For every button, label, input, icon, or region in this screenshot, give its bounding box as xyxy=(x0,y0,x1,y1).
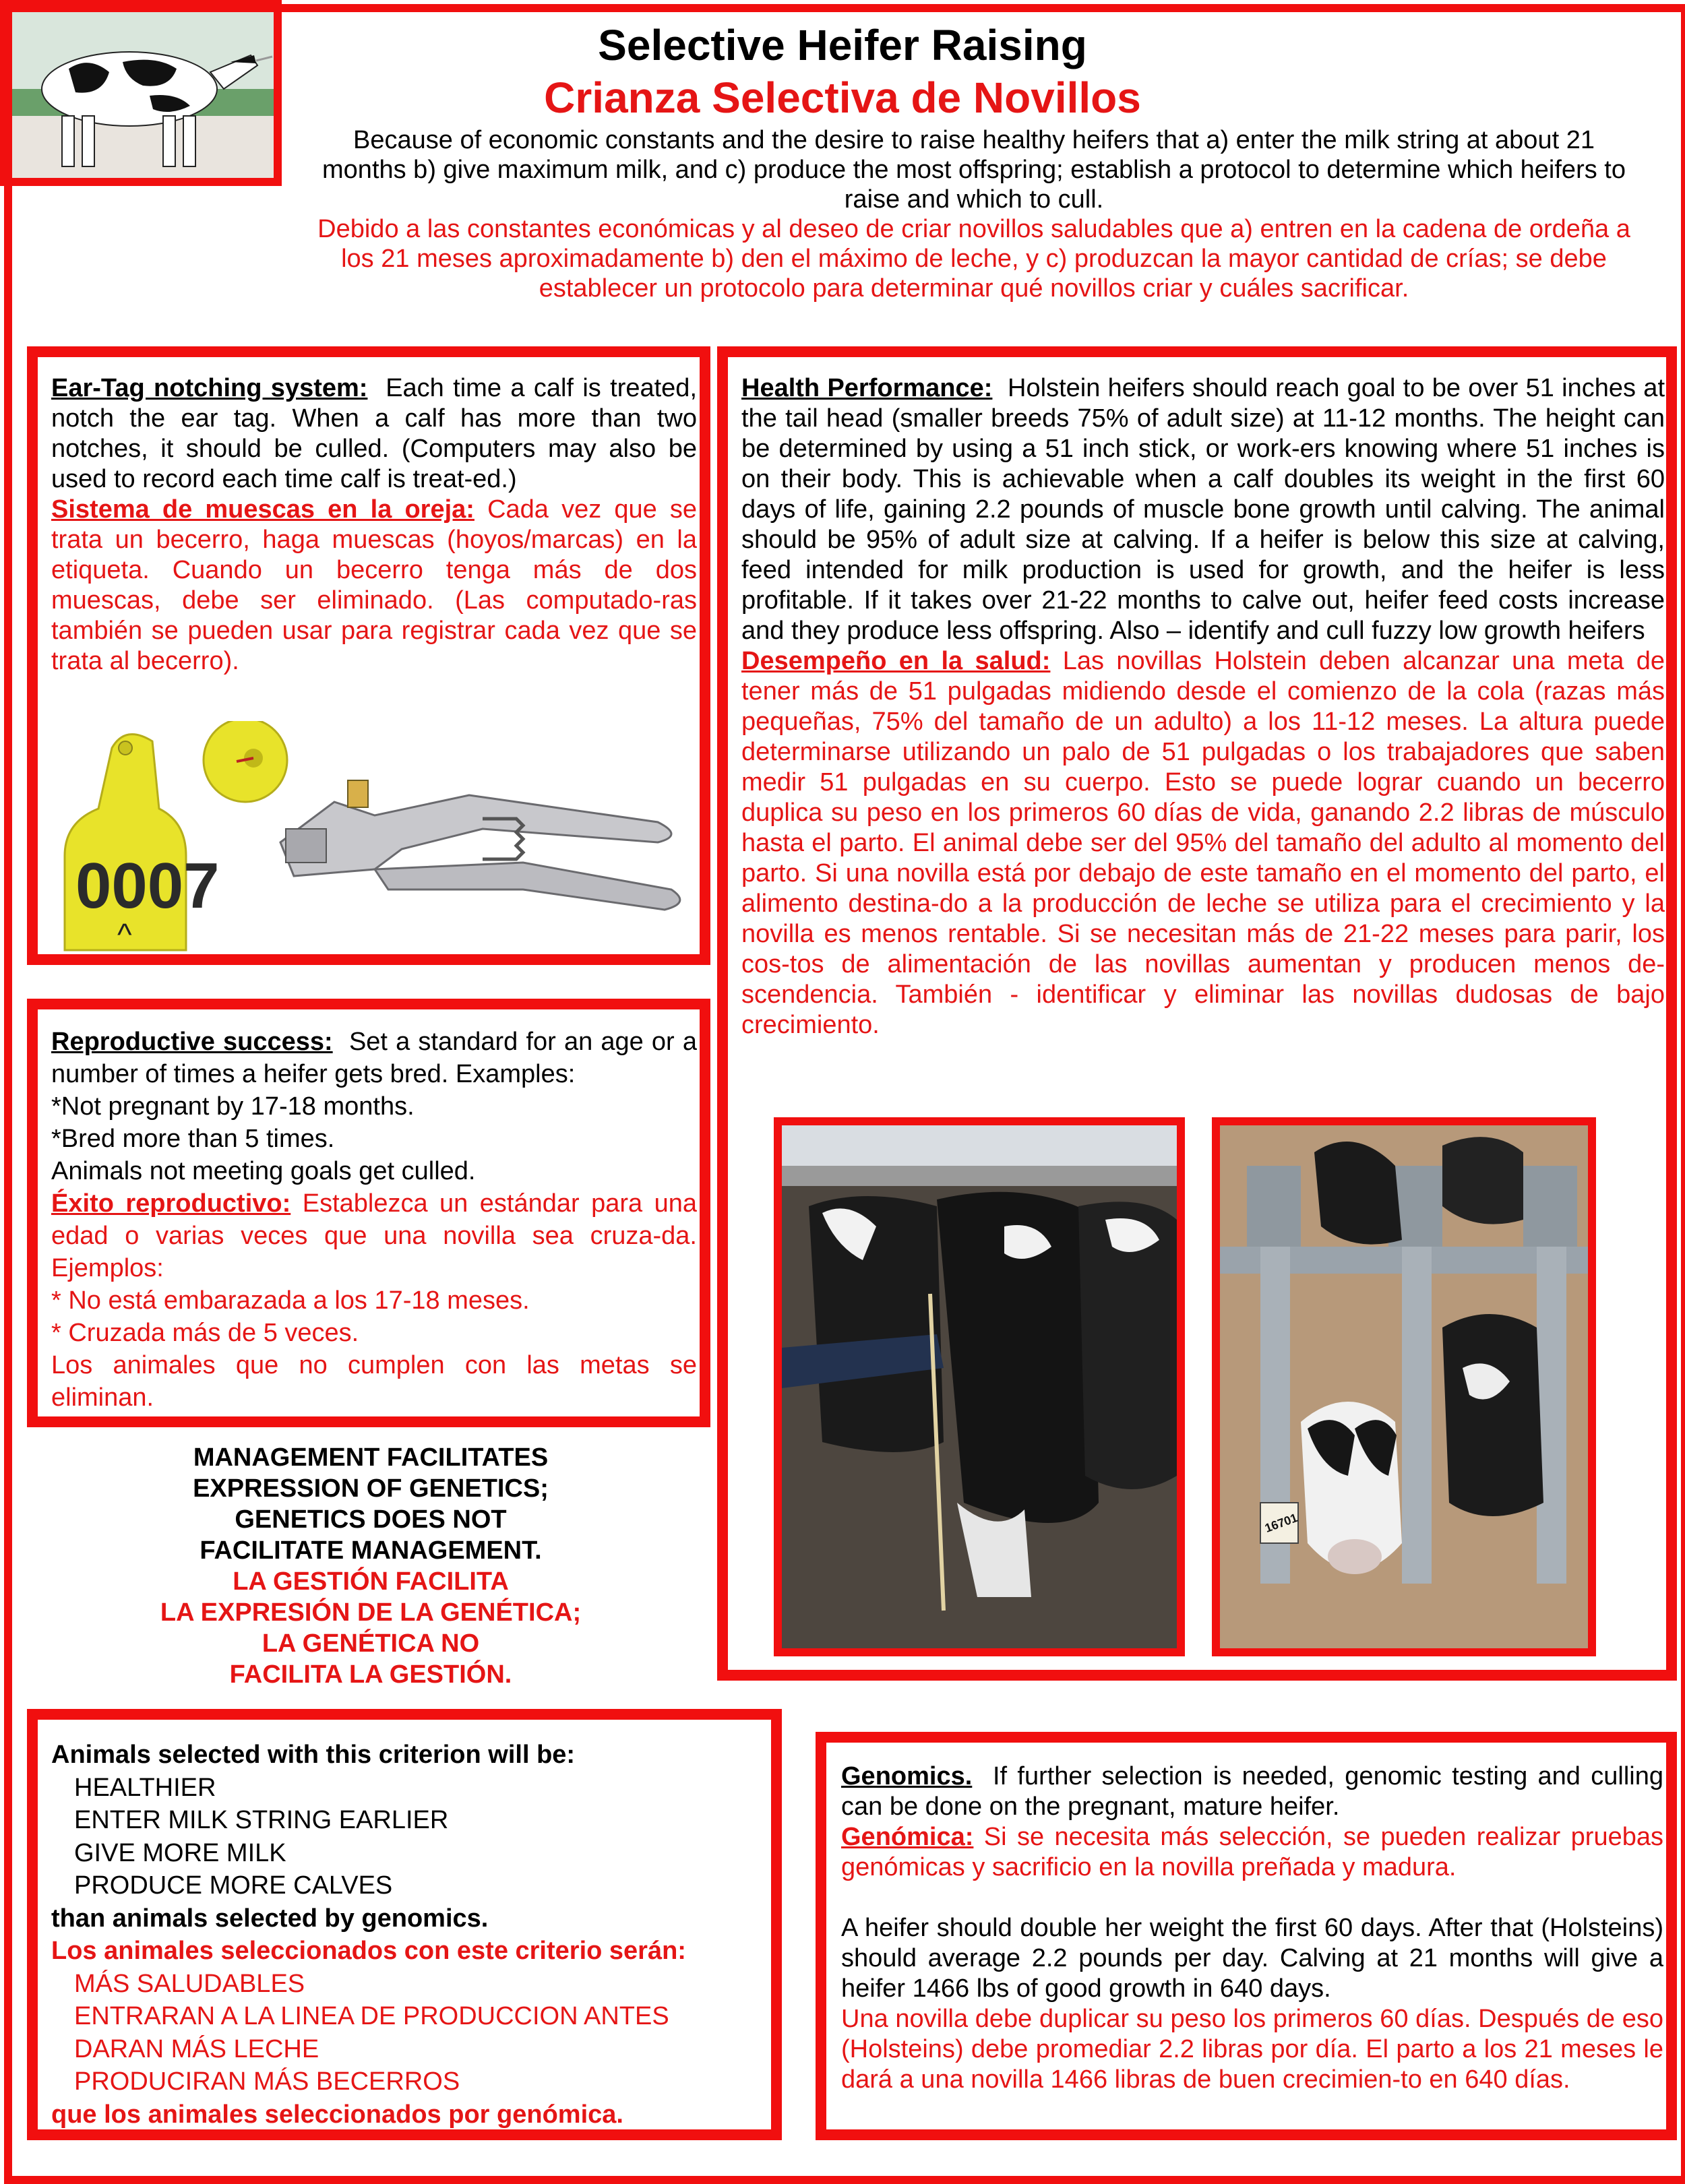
ear-tag-english xyxy=(51,373,697,495)
heifer-tag-number: 16701 xyxy=(1262,1511,1299,1535)
weight-gain-spanish: Una novilla debe duplicar su peso los primeros 60 días. Después de eso (Holsteins) debe promediar 2.2 libras por día. El parto a los 21 meses le dará a una novilla 1466 libras de buen crecimien-to en 640 días. xyxy=(841,2005,1663,2094)
genomics-spanish xyxy=(841,1822,1663,1883)
genomics-body-spanish: Si se necesita más selección, se pueden realizar pruebas genómicas y sacrificio en la novilla preñada y madura. xyxy=(841,1823,1664,1881)
reproductive-intro xyxy=(51,1026,697,1090)
health-heading: Health Performance: xyxy=(741,374,993,402)
genomics-section xyxy=(816,1732,1677,2140)
genomics-heading: Genomics. xyxy=(841,1762,973,1790)
ear-tag-and-notcher-image xyxy=(51,721,698,957)
animals-selected-section xyxy=(27,1709,782,2140)
heifers-in-pen-illustration xyxy=(782,1125,1177,1648)
heifers-headlock-illustration xyxy=(1220,1125,1588,1648)
heifers-in-headlock-photo xyxy=(1212,1117,1596,1656)
health-spanish xyxy=(741,646,1665,1040)
reproductive-outro: Animals not meeting goals get culled. xyxy=(51,1157,476,1185)
genomics-english xyxy=(841,1761,1663,1822)
management-line-2-spanish: LA EXPRESIÓN DE LA GENÉTICA; xyxy=(160,1598,582,1627)
health-heading-spanish: Desempeño en la salud: xyxy=(741,647,1051,675)
animals-item-3: GIVE MORE MILK xyxy=(74,1838,286,1867)
ear-tag-spanish xyxy=(51,495,697,677)
reproductive-example-1-spanish: * No está embarazada a los 17-18 meses. xyxy=(51,1286,530,1315)
reproductive-intro-text-spanish: Establezca un estándar para una edad o varias veces que una novilla sea cruza-da. Ejemplos: xyxy=(51,1189,697,1282)
page-title: Selective Heifer Raising xyxy=(598,21,1087,69)
genomics-body: If further selection is needed, genomic testing and culling can be done on the pregnant, mature heifer. xyxy=(841,1762,1663,1821)
animals-outro-spanish: que los animales seleccionados por genómica. xyxy=(51,2100,623,2129)
management-statement xyxy=(101,1442,640,1690)
health-body-spanish: Las novillas Holstein deben alcanzar una meta de tener más de 51 pulgadas midiendo desde el comienzo de la cola (razas más pequeñas, 75% del tamaño de un adulto) a los 11-12 meses. La altura puede determinarse utilizando un palo de 51 pulgadas o los trabajadores que saben medir 51 pulgadas en su cuerpo. Esto se puede lograr cuando un becerro duplica su peso en los primeros 60 días de vida, ganando 2.2 libras de músculo hasta el parto. El animal debe ser del 95% del tamaño del adulto al momento del parto. Si una novilla está por debajo de este tamaño en el momento del parto, el alimento destina-do a la producción de leche se utiliza para el crecimiento y la novilla es menos rentable. Si se necesitan más de 21-22 meses para parir, los cos-tos de alimentación de las novillas aumentan y producen menos de-scendencia. También - identificar y eliminar las novillas dudosas de bajo crecimiento. xyxy=(741,647,1665,1039)
ear-tag-section xyxy=(27,346,710,965)
reproductive-example-2: *Bred more than 5 times. xyxy=(51,1125,335,1153)
page-title-spanish: Crianza Selectiva de Novillos xyxy=(544,73,1141,122)
ear-tag-heading: Ear-Tag notching system: xyxy=(51,374,368,402)
ear-tag-number: 0007 xyxy=(75,850,220,922)
weight-gain-english: A heifer should double her weight the first 60 days. After that (Holsteins) should average 2.2 pounds per day. Calving at 21 months will give a heifer 1466 lbs of good growth in 640 days. xyxy=(841,1914,1663,2003)
reproductive-success-section xyxy=(27,999,710,1427)
reproductive-intro-text: Set a standard for an age or a number of times a heifer gets bred. Examples: xyxy=(51,1028,697,1088)
management-line-4-spanish: FACILITA LA GESTIÓN. xyxy=(229,1660,512,1689)
animals-item-2-spanish: ENTRARAN A LA LINEA DE PRODUCCION ANTES xyxy=(74,2002,669,2030)
reproductive-heading: Reproductive success: xyxy=(51,1028,333,1056)
management-line-4: FACILITATE MANAGEMENT. xyxy=(200,1536,542,1565)
animals-outro: than animals selected by genomics. xyxy=(51,1904,489,1933)
heifer-measuring-photo xyxy=(774,1117,1185,1656)
animals-item-1-spanish: MÁS SALUDABLES xyxy=(74,1969,305,1998)
management-line-1-spanish: LA GESTIÓN FACILITA xyxy=(233,1567,509,1596)
animals-item-4-spanish: PRODUCIRAN MÁS BECERROS xyxy=(74,2067,460,2096)
intro xyxy=(317,125,1631,303)
management-line-3: GENETICS DOES NOT xyxy=(235,1505,507,1534)
animals-item-4: PRODUCE MORE CALVES xyxy=(74,1871,393,1900)
animals-heading-spanish: Los animales seleccionados con este criterio serán: xyxy=(51,1937,686,1965)
animals-item-3-spanish: DARAN MÁS LECHE xyxy=(74,2034,319,2063)
animals-item-1: HEALTHIER xyxy=(74,1773,216,1802)
reproductive-heading-spanish: Éxito reproductivo: xyxy=(51,1189,291,1218)
ear-tag-heading-spanish: Sistema de muescas en la oreja: xyxy=(51,495,474,524)
ear-tag-body-spanish: Cada vez que se trata un becerro, haga muescas (hoyos/marcas) en la etiqueta. Cuando un becerro tenga más de dos muescas, debe ser eliminado. (Las computado-ras también se pueden usar para registrar cada vez que se trata al becerro). xyxy=(51,495,698,675)
intro-spanish: Debido a las constantes económicas y al deseo de criar novillos saludables que a) entren en la cadena de ordeña a los 21 meses aproximadamente b) den el máximo de leche, y c) produzcan la mayor cantidad de crías; se debe establecer un protocolo para determinar qué novillos criar y cuáles sacrificar. xyxy=(317,215,1630,303)
management-line-3-spanish: LA GENÉTICA NO xyxy=(262,1629,480,1658)
reproductive-example-2-spanish: * Cruzada más de 5 veces. xyxy=(51,1319,359,1347)
animals-heading: Animals selected with this criterion will be: xyxy=(51,1741,576,1769)
genomics-heading-spanish: Genómica: xyxy=(841,1823,974,1851)
animals-item-2: ENTER MILK STRING EARLIER xyxy=(74,1806,449,1834)
reproductive-intro-spanish xyxy=(51,1187,697,1284)
reproductive-outro-spanish: Los animales que no cumplen con las metas se eliminan. xyxy=(51,1351,697,1412)
management-line-1: MANAGEMENT FACILITATES xyxy=(193,1443,549,1472)
management-line-2: EXPRESSION OF GENETICS; xyxy=(193,1474,549,1503)
reproductive-example-1: *Not pregnant by 17-18 months. xyxy=(51,1092,415,1121)
notch-indicator: ^ xyxy=(117,917,132,952)
ear-tag-body: Each time a calf is treated, notch the ear tag. When a calf has more than two notches, it should be culled. (Computers may also be used to record each time calf is treat-ed.) xyxy=(51,374,698,493)
health-body: Holstein heifers should reach goal to be over 51 inches at the tail head (smaller breeds 75% of adult size) at 11-12 months. The height can be determined by using a 51 inch stick, or work-ers knowing where 51 inches is on their body. This is achievable when a calf doubles its weight in the first 60 days of life, gaining 2.2 pounds of muscle bone growth until calving. The animal should be 95% of adult size at calving. If a heifer is below this size at calving, feed intended for milk production is used for growth, and the heifer is less profitable. If it takes over 21-22 months to calve out, heifer feed costs increase and they produce less offspring. Also – identify and cull fuzzy low growth heifers xyxy=(741,374,1665,645)
intro-english: Because of economic constants and the desire to raise healthy heifers that a) enter the milk string at about 21 months b) give maximum milk, and c) produce the most offspring; establish a protocol to determine which heifers to raise and which to cull. xyxy=(322,126,1626,214)
health-english xyxy=(741,373,1665,646)
health-performance-section xyxy=(717,346,1677,1681)
